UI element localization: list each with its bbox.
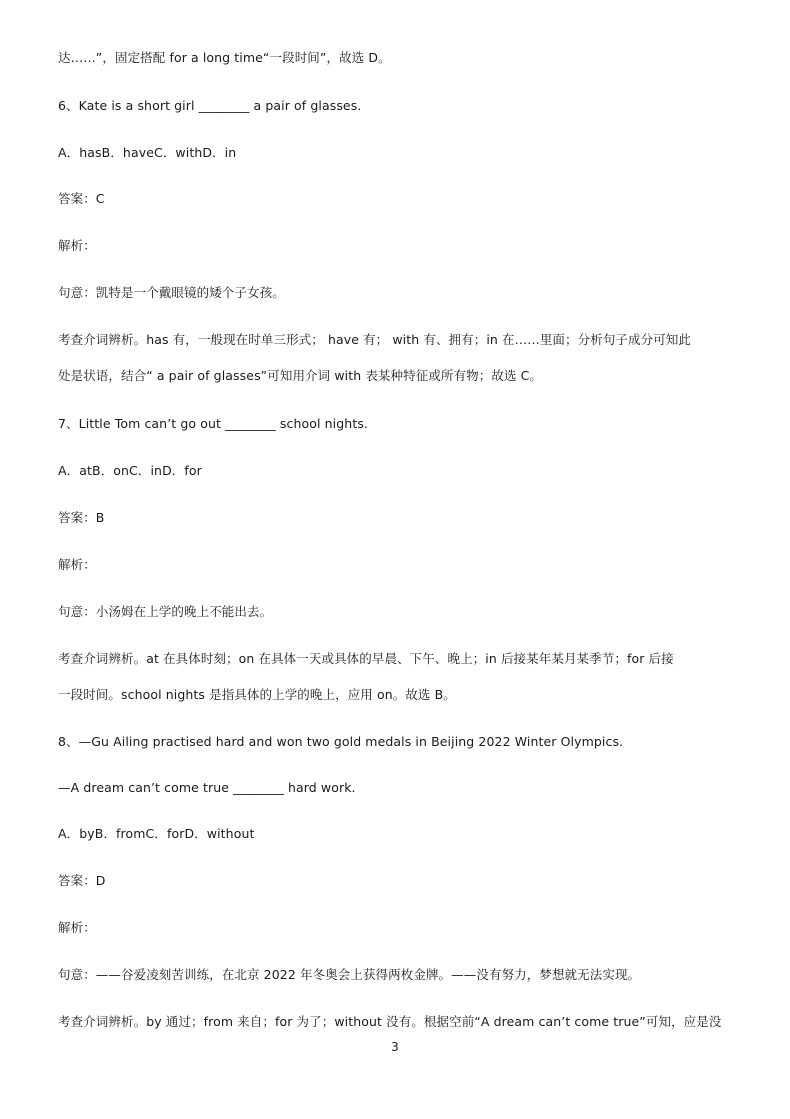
- question-8-analysis-label: 解析：: [58, 920, 96, 935]
- question-8-explanation-line-1: 考查介词辨析。by 通过；from 来自；for 为了；without 没有。根据空前“A dream can’t come true”可知，应是没: [58, 1014, 722, 1029]
- question-6-analysis-label: 解析：: [58, 238, 96, 253]
- question-6-answer: 答案：C: [58, 191, 105, 206]
- question-7-options: A．atB．onC．inD．for: [58, 463, 202, 478]
- question-6: 6、Kate is a short girl ________ a pair of glasses.: [58, 98, 362, 113]
- text-line-continuation: 达……”，固定搭配 for a long time“一段时间”，故选 D。: [58, 50, 391, 65]
- question-8: 8、—Gu Ailing practised hard and won two gold medals in Beijing 2022 Winter Olympics.: [58, 734, 624, 749]
- question-7-answer: 答案：B: [58, 510, 105, 525]
- question-6-explanation-line-2: 处是状语，结合“ a pair of glasses”可知用介词 with 表某种特征或所有物；故选 C。: [58, 368, 543, 383]
- question-6-options: A．hasB．haveC．withD．in: [58, 145, 237, 160]
- question-7: 7、Little Tom can’t go out ________ school nights.: [58, 416, 369, 431]
- question-7-analysis-label: 解析：: [58, 557, 96, 572]
- question-8-answer: 答案：D: [58, 873, 106, 888]
- question-7-meaning: 句意：小汤姆在上学的晚上不能出去。: [58, 604, 273, 619]
- page-number: 3: [391, 1040, 399, 1054]
- question-8-meaning: 句意：——谷爱凌刻苦训练，在北京 2022 年冬奥会上获得两枚金牌。——没有努力，梦想就无法实现。: [58, 967, 641, 982]
- question-8-reply: —A dream can’t come true ________ hard work.: [58, 780, 356, 795]
- question-6-meaning: 句意：凯特是一个戴眼镜的矮个子女孩。: [58, 285, 285, 300]
- question-7-explanation-line-2: 一段时间。school nights 是指具体的上学的晚上，应用 on。故选 B。: [58, 687, 456, 702]
- question-6-explanation-line-1: 考查介词辨析。has 有，一般现在时单三形式； have 有； with 有、拥有；in 在……里面；分析句子成分可知此: [58, 332, 692, 347]
- question-7-explanation-line-1: 考查介词辨析。at 在具体时刻；on 在具体一天或具体的早晨、下午、晚上；in 后接某年某月某季节；for 后接: [58, 651, 674, 666]
- question-8-options: A．byB．fromC．forD．without: [58, 826, 255, 841]
